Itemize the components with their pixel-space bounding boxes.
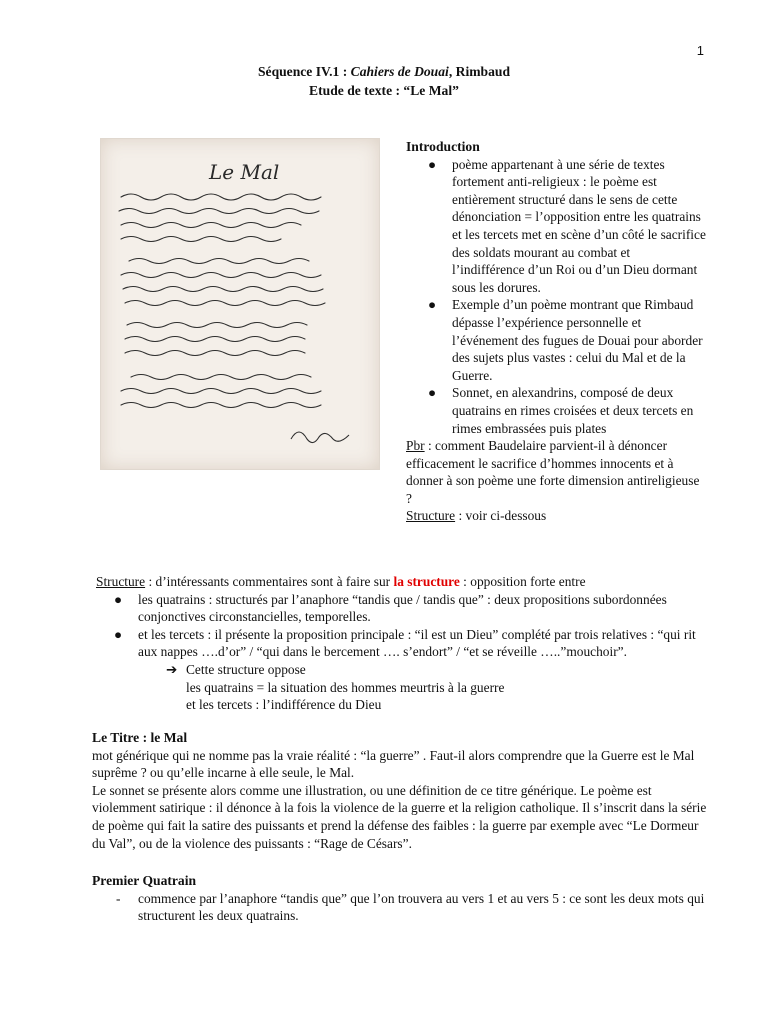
conclusion-line: Cette structure oppose xyxy=(186,661,306,677)
dash-marker: - xyxy=(116,890,121,906)
intro-bullet-text: Sonnet, en alexandrins, composé de deux quatrains en rimes croisées et deux tercets en rimes embrassées puis plates xyxy=(452,385,694,436)
titre-section xyxy=(92,729,712,852)
manuscript-image xyxy=(100,138,380,470)
intro-bullet xyxy=(406,156,706,297)
titre-heading: Le Titre : le Mal xyxy=(92,730,188,745)
premier-quatrain-section xyxy=(92,872,712,925)
structure-ref-label: Structure xyxy=(406,508,456,524)
introduction-list xyxy=(406,156,706,438)
bullet-icon: ● xyxy=(428,385,437,401)
titre-paragraph: mot générique qui ne nomme pas la vraie réalité : “la guerre” . Faut-il alors comprendre que la Guerre est le Mal suprême ? ou qu’elle incarne à elle seule, le Mal. xyxy=(92,747,695,781)
structure-bullet xyxy=(92,591,712,626)
structure-bullet-text: les quatrains : structurés par l’anaphore “tandis que / tandis que” : deux propositions subordonnées conjonctives circonstancielles, temporelles. xyxy=(138,591,667,625)
introduction-section xyxy=(406,138,706,525)
structure-bullet xyxy=(92,626,712,661)
document-header xyxy=(0,62,768,100)
structure-text-after: : opposition forte entre xyxy=(459,574,586,589)
page-number: 1 xyxy=(696,43,704,58)
header-sequence: Séquence IV.1 : xyxy=(257,64,351,79)
structure-text-before: : d’intéressants commentaires sont à faire sur xyxy=(145,574,394,589)
intro-bullet-text: poème appartenant à une série de textes fortement anti-religieux : le poème est entièrement structuré dans le sens de cette dénonciation = l’opposition entre les quatrains et les tercets met en scène d’un côté le sacrifice des soldats mourant au combat et l’indifférence d’un Roi ou d’un Dieu dormant sous les dorures. xyxy=(452,156,706,295)
introduction-heading: Introduction xyxy=(406,139,480,154)
header-subtitle: Etude de texte : “Le Mal” xyxy=(309,83,459,98)
conclusion-line: les quatrains = la situation des hommes meurtris à la guerre xyxy=(186,679,505,695)
structure-bullet-text: et les tercets : il présente la proposition principale : “il est un Dieu” complété par trois relatives : “qui rit aux nappes ….d’or” / “qui dans le bercement …. s’endort” / “et se réveille …..”mouchoir”. xyxy=(138,626,696,660)
problematic-label: Pbr xyxy=(406,438,425,454)
intro-bullet-text: Exemple d’un poème montrant que Rimbaud dépasse l’expérience personnelle et l’événement des fugues de Douai pour aborder des sujets plus vastes : celui du Mal et de la Guerre. xyxy=(452,297,703,383)
intro-bullet xyxy=(406,296,706,384)
quatrain-item xyxy=(92,890,712,925)
signature-mark xyxy=(291,432,349,443)
quatrain-item-text: commence par l’anaphore “tandis que” que l’on trouvera au vers 1 et au vers 5 : ce sont les deux mots qui structurent les deux quatrains. xyxy=(138,890,705,924)
manuscript-title: Le Mal xyxy=(209,160,280,184)
structure-label: Structure xyxy=(96,574,146,589)
bullet-icon: ● xyxy=(114,591,123,607)
bullet-icon: ● xyxy=(428,297,437,313)
problematic-text: : comment Baudelaire parvient-il à dénoncer efficacement le sacrifice d’hommes innocents et à donner à son poème une forte dimension antireligieuse ? xyxy=(406,438,700,506)
header-author: , Rimbaud xyxy=(448,64,511,79)
conclusion-line: et les tercets : l’indifférence du Dieu xyxy=(186,697,382,713)
header-title-line xyxy=(0,62,768,81)
problematic xyxy=(406,437,706,507)
structure-intro-line xyxy=(92,573,712,591)
intro-bullet xyxy=(406,384,706,437)
structure-ref-text: : voir ci-dessous xyxy=(455,508,547,524)
structure-highlight: la structure xyxy=(393,574,460,589)
structure-section xyxy=(92,573,712,714)
quatrain-heading: Premier Quatrain xyxy=(92,873,197,888)
header-work-title: Cahiers de Douai xyxy=(350,64,449,79)
bullet-icon: ● xyxy=(428,156,437,172)
structure-list xyxy=(92,591,712,661)
manuscript-handwriting xyxy=(101,139,379,469)
handwritten-lines xyxy=(119,194,325,408)
structure-conclusion xyxy=(92,661,712,714)
arrow-right-icon: ➔ xyxy=(166,661,178,677)
bullet-icon: ● xyxy=(114,626,123,642)
structure-ref xyxy=(406,507,706,525)
titre-paragraph: Le sonnet se présente alors comme une illustration, ou une définition de ce titre générique. Le poème est violemment satirique : il dénonce à la fois la violence de la guerre et la religion catholique. Il s’inscrit dans la série de poème qui fait la satire des puissants et prend la défense des faibles : la guerre par exemple avec “Le Dormeur du Val”, ou de la violence des puissants : “Rage de Césars”. xyxy=(92,782,707,851)
